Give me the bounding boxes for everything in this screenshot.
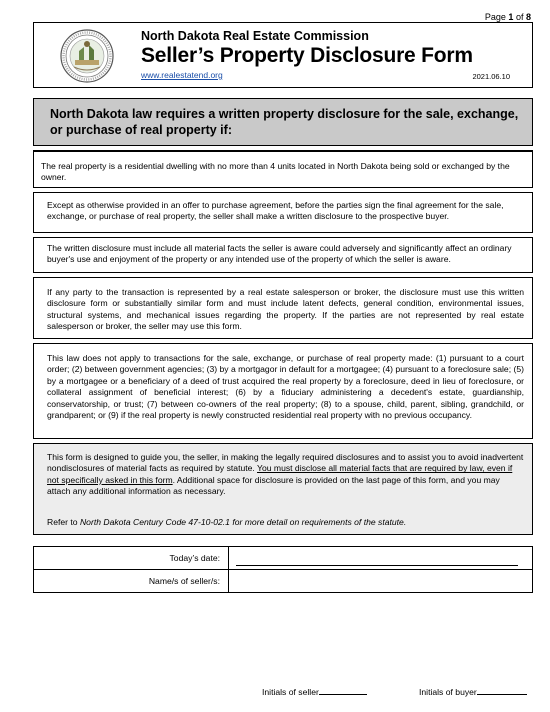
section-written-disclosure-timing bbox=[33, 192, 533, 233]
section-material-facts bbox=[33, 237, 533, 273]
seller-name-field[interactable] bbox=[236, 574, 518, 588]
page-prefix: Page bbox=[484, 12, 506, 22]
initials-buyer-label: Initials of buyer bbox=[419, 687, 477, 697]
guidance-text-start: This form is designed to guide you, the seller, in making the legally required disclosures and to assist you to avoid inadvertent nondisclosures of material facts as required by statute. bbox=[47, 452, 524, 474]
statute-reference-prefix: Refer to bbox=[47, 517, 80, 527]
section-text: Except as otherwise provided in an offer to purchase agreement, before the parties sign the final agreement for the sale, exchange, or purchase of real property, the seller shall make a written disclosure to the prospective buyer. bbox=[47, 200, 504, 222]
initials-buyer-field[interactable] bbox=[477, 685, 527, 695]
todays-date-row bbox=[34, 547, 532, 569]
initials-seller-label: Initials of seller bbox=[262, 687, 319, 697]
section-text: If any party to the transaction is represented by a real estate salesperson or broker, the disclosure must use this written disclosure form or substantially similar form and must include latent defects, general condition, environmental issues, structural systems, and mechanical issues regarding the property. If the parties are not represented by real estate salesperson or broker, the seller may use this form. bbox=[47, 287, 524, 332]
state-seal-icon bbox=[60, 29, 114, 83]
section-exemptions bbox=[33, 343, 533, 439]
page-total: 8 bbox=[525, 12, 531, 22]
statute-reference bbox=[47, 517, 524, 528]
seller-info-table bbox=[33, 546, 533, 593]
intro-heading: North Dakota law requires a written property disclosure for the sale, exchange, or purchase of real property if: bbox=[50, 107, 519, 137]
section-representation bbox=[33, 277, 533, 339]
initials-seller bbox=[262, 685, 367, 697]
form-title: Seller’s Property Disclosure Form bbox=[141, 44, 473, 67]
version-date: 2021.06.10 bbox=[472, 72, 510, 81]
section-text: This law does not apply to transactions for the sale, exchange, or purchase of real property made: (1) pursuant to a court order; (2) between government agencies; (3) by a mortgagor in default for a mortgagee; (4) pursuant to a foreclosure sale; (5) by a mortgagee or a beneficiary of a deed of trust acquired the real property by a foreclosure, deed in lieu of foreclosure, or collateral assignment of beneficial interest; (6) by a fiduciary administering a decedent's estate, guardianship, conservatorship, or trust; (7) between co-owners of the real property; (8) to a spouse, child, parent, sibling, grandchild, or grandparent; or (9) if the real property is newly constructed residential real property with no previous occupancy. bbox=[47, 353, 524, 421]
todays-date-label: Today’s date: bbox=[169, 553, 220, 563]
seller-name-row bbox=[34, 570, 532, 592]
column-divider bbox=[228, 547, 229, 592]
section-text: The written disclosure must include all material facts the seller is aware could adversely and significantly affect an ordinary buyer's use and enjoyment of the property or any intended use of the property of which the seller is aware. bbox=[47, 243, 512, 265]
header bbox=[33, 22, 533, 88]
organization-name: North Dakota Real Estate Commission bbox=[141, 29, 369, 43]
guidance-text bbox=[47, 452, 524, 498]
statute-reference-citation: North Dakota Century Code 47-10-02.1 for more detail on requirements of the statute. bbox=[79, 517, 407, 527]
initials-buyer bbox=[419, 685, 527, 697]
initials-seller-field[interactable] bbox=[319, 685, 367, 695]
section-residential-dwelling bbox=[33, 150, 533, 188]
website-link[interactable]: www.realestatend.org bbox=[141, 70, 223, 80]
page-current: 1 bbox=[508, 12, 514, 22]
seller-name-label: Name/s of seller/s: bbox=[148, 576, 220, 586]
page-separator: of bbox=[515, 12, 524, 22]
section-text: The real property is a residential dwelling with no more than 4 units located in North Dakota being sold or exchanged by the owner. bbox=[41, 161, 510, 183]
guidance-text-end: . Additional space for disclosure is provided on the last page of this form, and you may attach any additional information as necessary. bbox=[47, 474, 500, 497]
intro-banner bbox=[33, 98, 533, 146]
guidance-emphasis: You must disclose all material facts that are required by law, even if not specifically asked in this form bbox=[47, 463, 513, 485]
section-guidance bbox=[33, 443, 533, 535]
page-indicator bbox=[485, 12, 531, 22]
todays-date-field[interactable] bbox=[236, 551, 518, 566]
